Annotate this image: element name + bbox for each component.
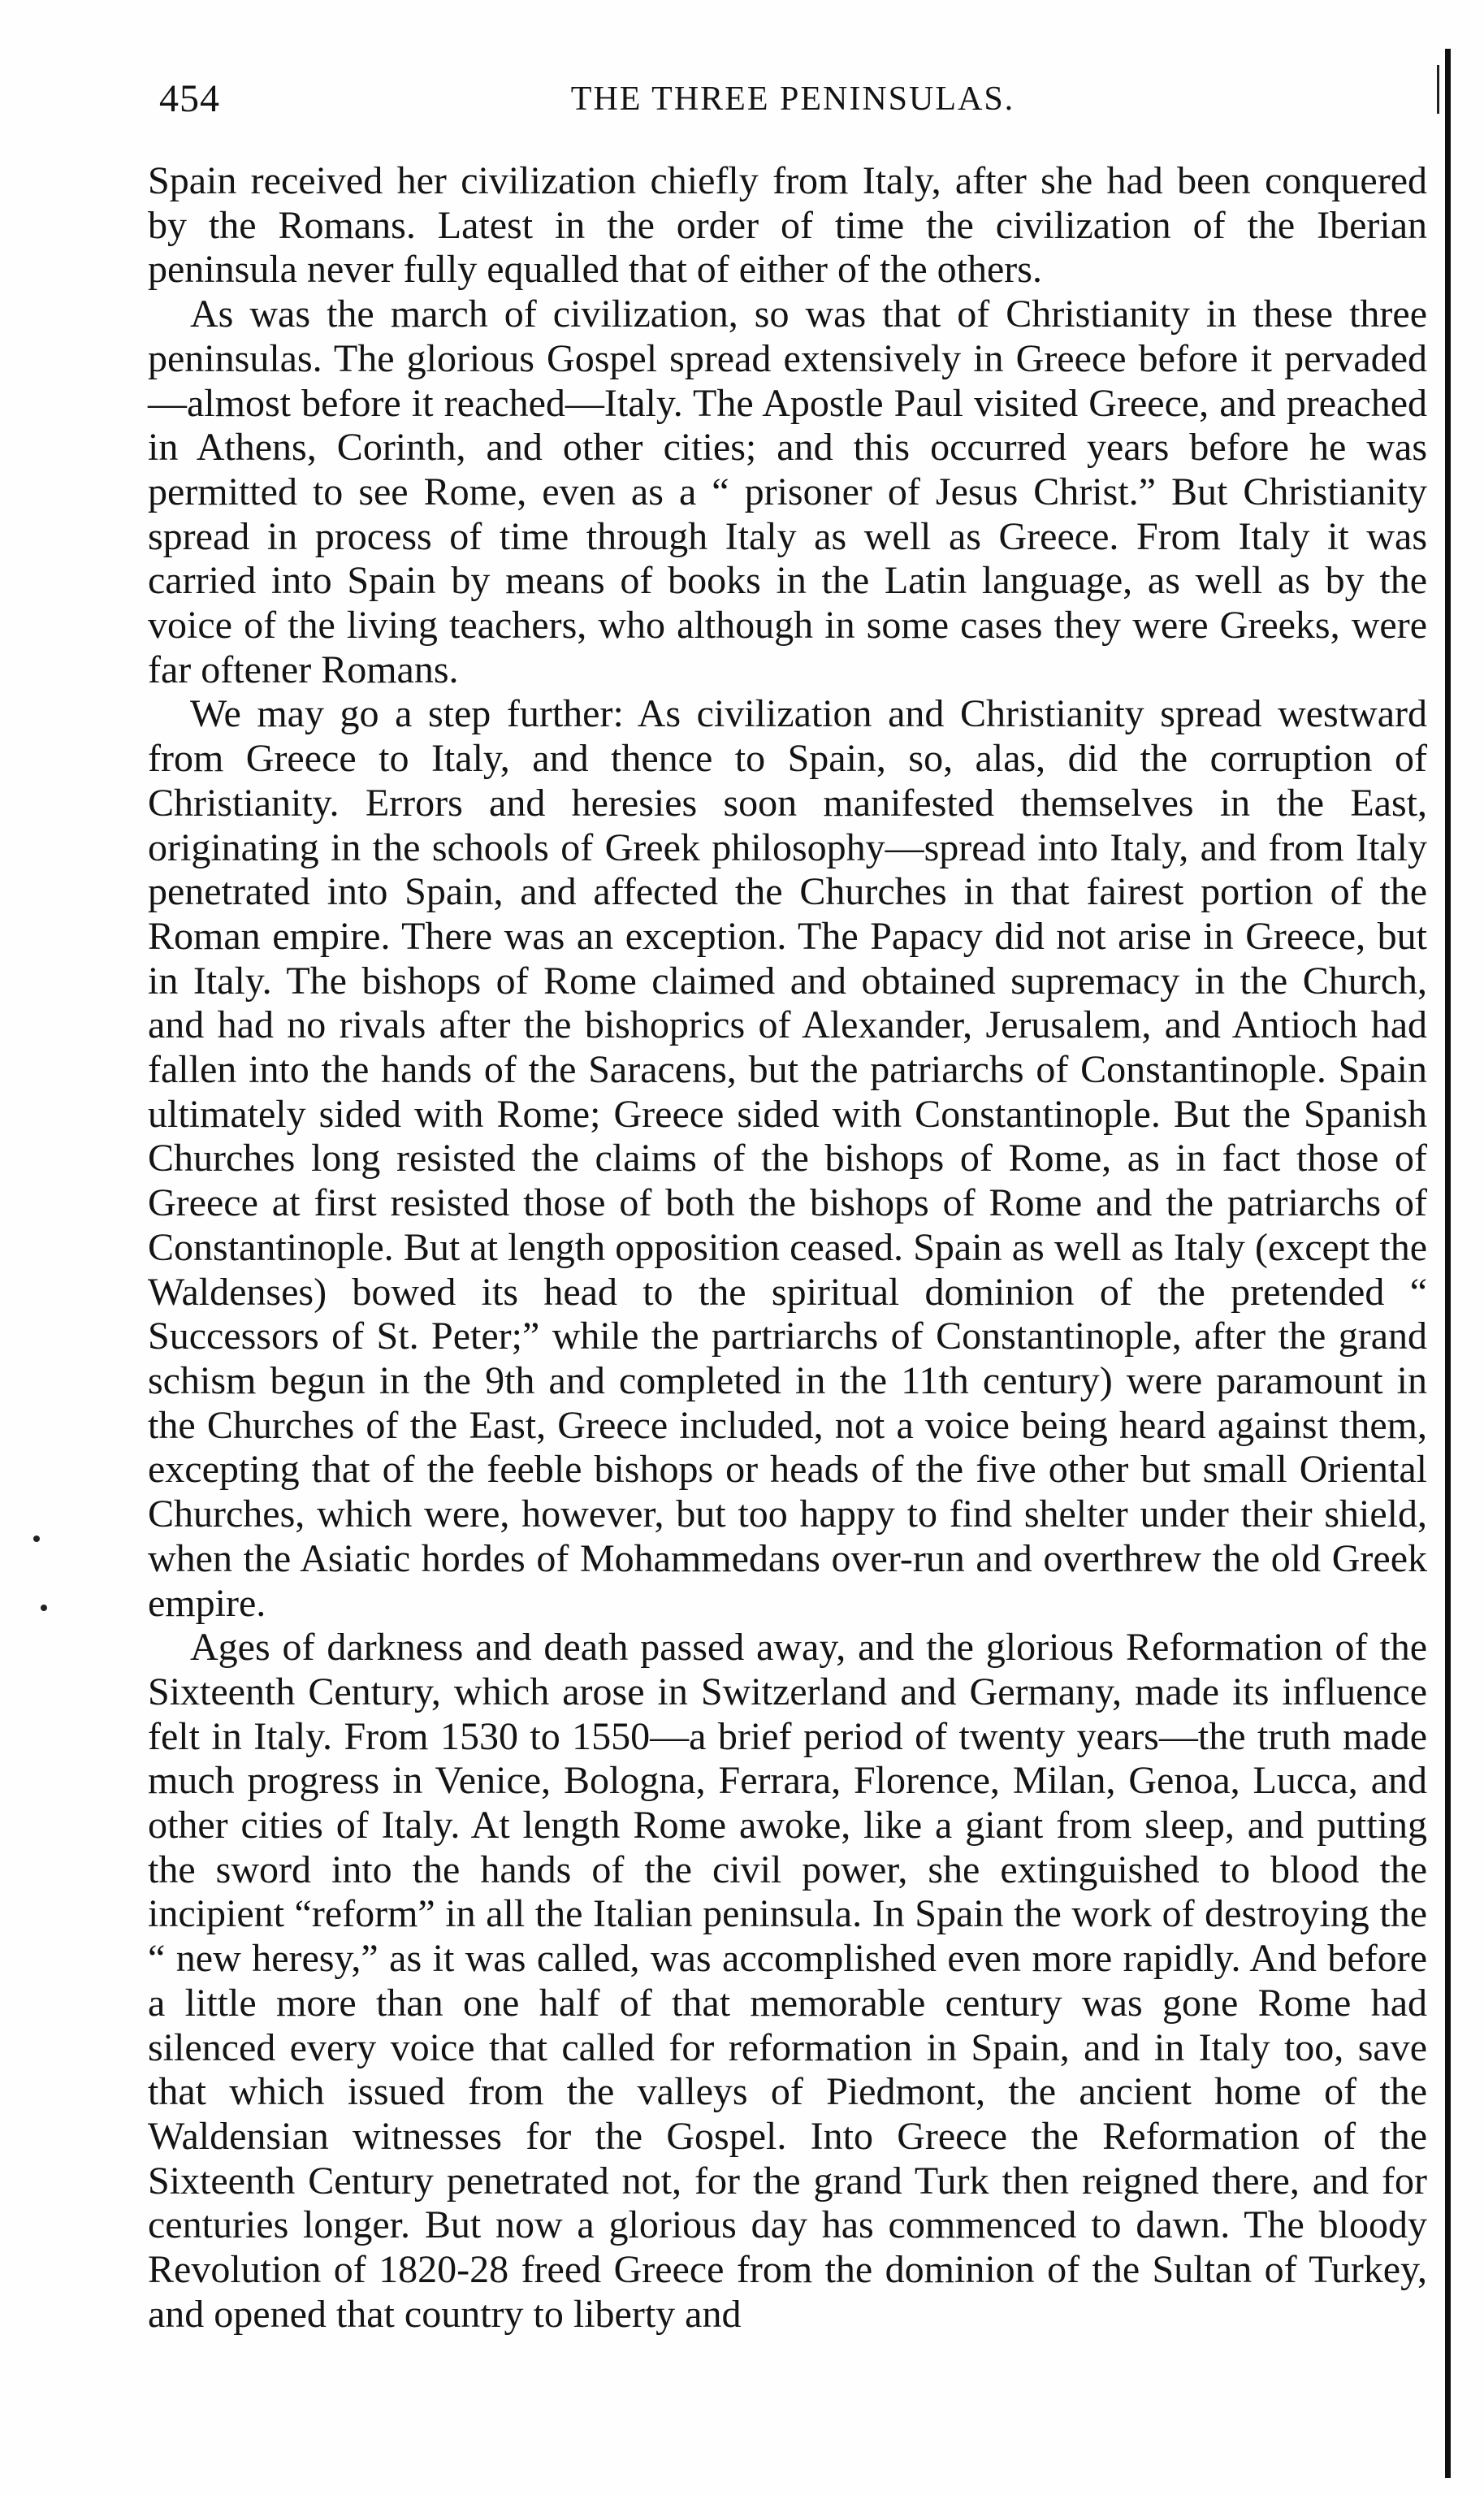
- paragraph-4: Ages of darkness and death passed away, and the glorious Reformation of the Sixteenth Century, which arose in Switzerland and Germany, made its influence felt in Italy. From 1530 to 1550—a brief period of twenty years—the truth made much progress in Venice, Bologna, Ferrara, Florence, Milan, Genoa, Lucca, and other cities of Italy. At length Rome awoke, like a giant from sleep, and putting the sword into the hands of the civil power, she extinguished to blood the incipient “reform” in all the Italian peninsula. In Spain the work of destroying the “ new heresy,” as it was called, was accomplished even more rapidly. And before a little more than one half of that memorable century was gone Rome had silenced every voice that called for reformation in Spain, and in Italy too, save that which issued from the valleys of Piedmont, the ancient home of the Waldensian witnesses for the Gospel. Into Greece the Reformation of the Sixteenth Century penetrated not, for the grand Turk then reigned there, and for centuries longer. But now a glorious day has commenced to dawn. The bloody Revolution of 1820-28 freed Greece from the dominion of the Sultan of Turkey, and opened that country to liberty and: [148, 1626, 1427, 2336]
- page-edge-rule: [1445, 49, 1451, 2478]
- page-edge-tick: [1437, 65, 1439, 114]
- margin-dot: [41, 1605, 47, 1611]
- page-number: 454: [159, 77, 220, 120]
- paragraph-3: We may go a step further: As civilization and Christianity spread westward from Greece to Italy, and thence to Spain, so, alas, did the corruption of Christianity. Errors and heresies soon manifested themselves in the East, originating in the schools of Greek philosophy—spread into Italy, and from Italy penetrated into Spain, and affected the Churches in that fairest portion of the Roman empire. There was an exception. The Papacy did not arise in Greece, but in Italy. The bishops of Rome claimed and obtained supremacy in the Church, and had no rivals after the bishoprics of Alexander, Jerusalem, and Antioch had fallen into the hands of the Saracens, but the patriarchs of Constantinople. Spain ultimately sided with Rome; Greece sided with Constantinople. But the Spanish Churches long resisted the claims of the bishops of Rome, as in fact those of Greece at first resisted those of both the bishops of Rome and the patriarchs of Constantinople. But at length opposition ceased. Spain as well as Italy (except the Waldenses) bowed its head to the spiritual dominion of the pretended “ Successors of St. Peter;” while the partriarchs of Constantinople, after the grand schism begun in the 9th and completed in the 11th century) were paramount in the Churches of the East, Greece included, not a voice being heard against them, excepting that of the feeble bishops or heads of the five other but small Oriental Churches, which were, however, but too happy to find shelter under their shield, when the Asiatic hordes of Mohammedans over-run and overthrew the old Greek empire.: [148, 692, 1427, 1625]
- running-title: THE THREE PENINSULAS.: [570, 80, 1015, 118]
- paragraph-2: As was the march of civilization, so was that of Christianity in these three peninsulas. The glorious Gospel spread extensively in Greece before it pervaded—almost before it reached—Italy. The Apostle Paul visited Greece, and preached in Athens, Corinth, and other cities; and this occurred years before he was permitted to see Rome, even as a “ prisoner of Jesus Christ.” But Christianity spread in process of time through Italy as well as Greece. From Italy it was carried into Spain by means of books in the Latin language, as well as by the voice of the living teachers, who although in some cases they were Greeks, were far oftener Romans.: [148, 292, 1427, 691]
- paragraph-1: Spain received her civilization chiefly from Italy, after she had been conquered by the Romans. Latest in the order of time the civilization of the Iberian peninsula never fully equalled that of either of the others.: [148, 159, 1427, 292]
- page-header: [159, 75, 1426, 123]
- margin-dot: [33, 1536, 40, 1542]
- body-text: [148, 159, 1427, 2337]
